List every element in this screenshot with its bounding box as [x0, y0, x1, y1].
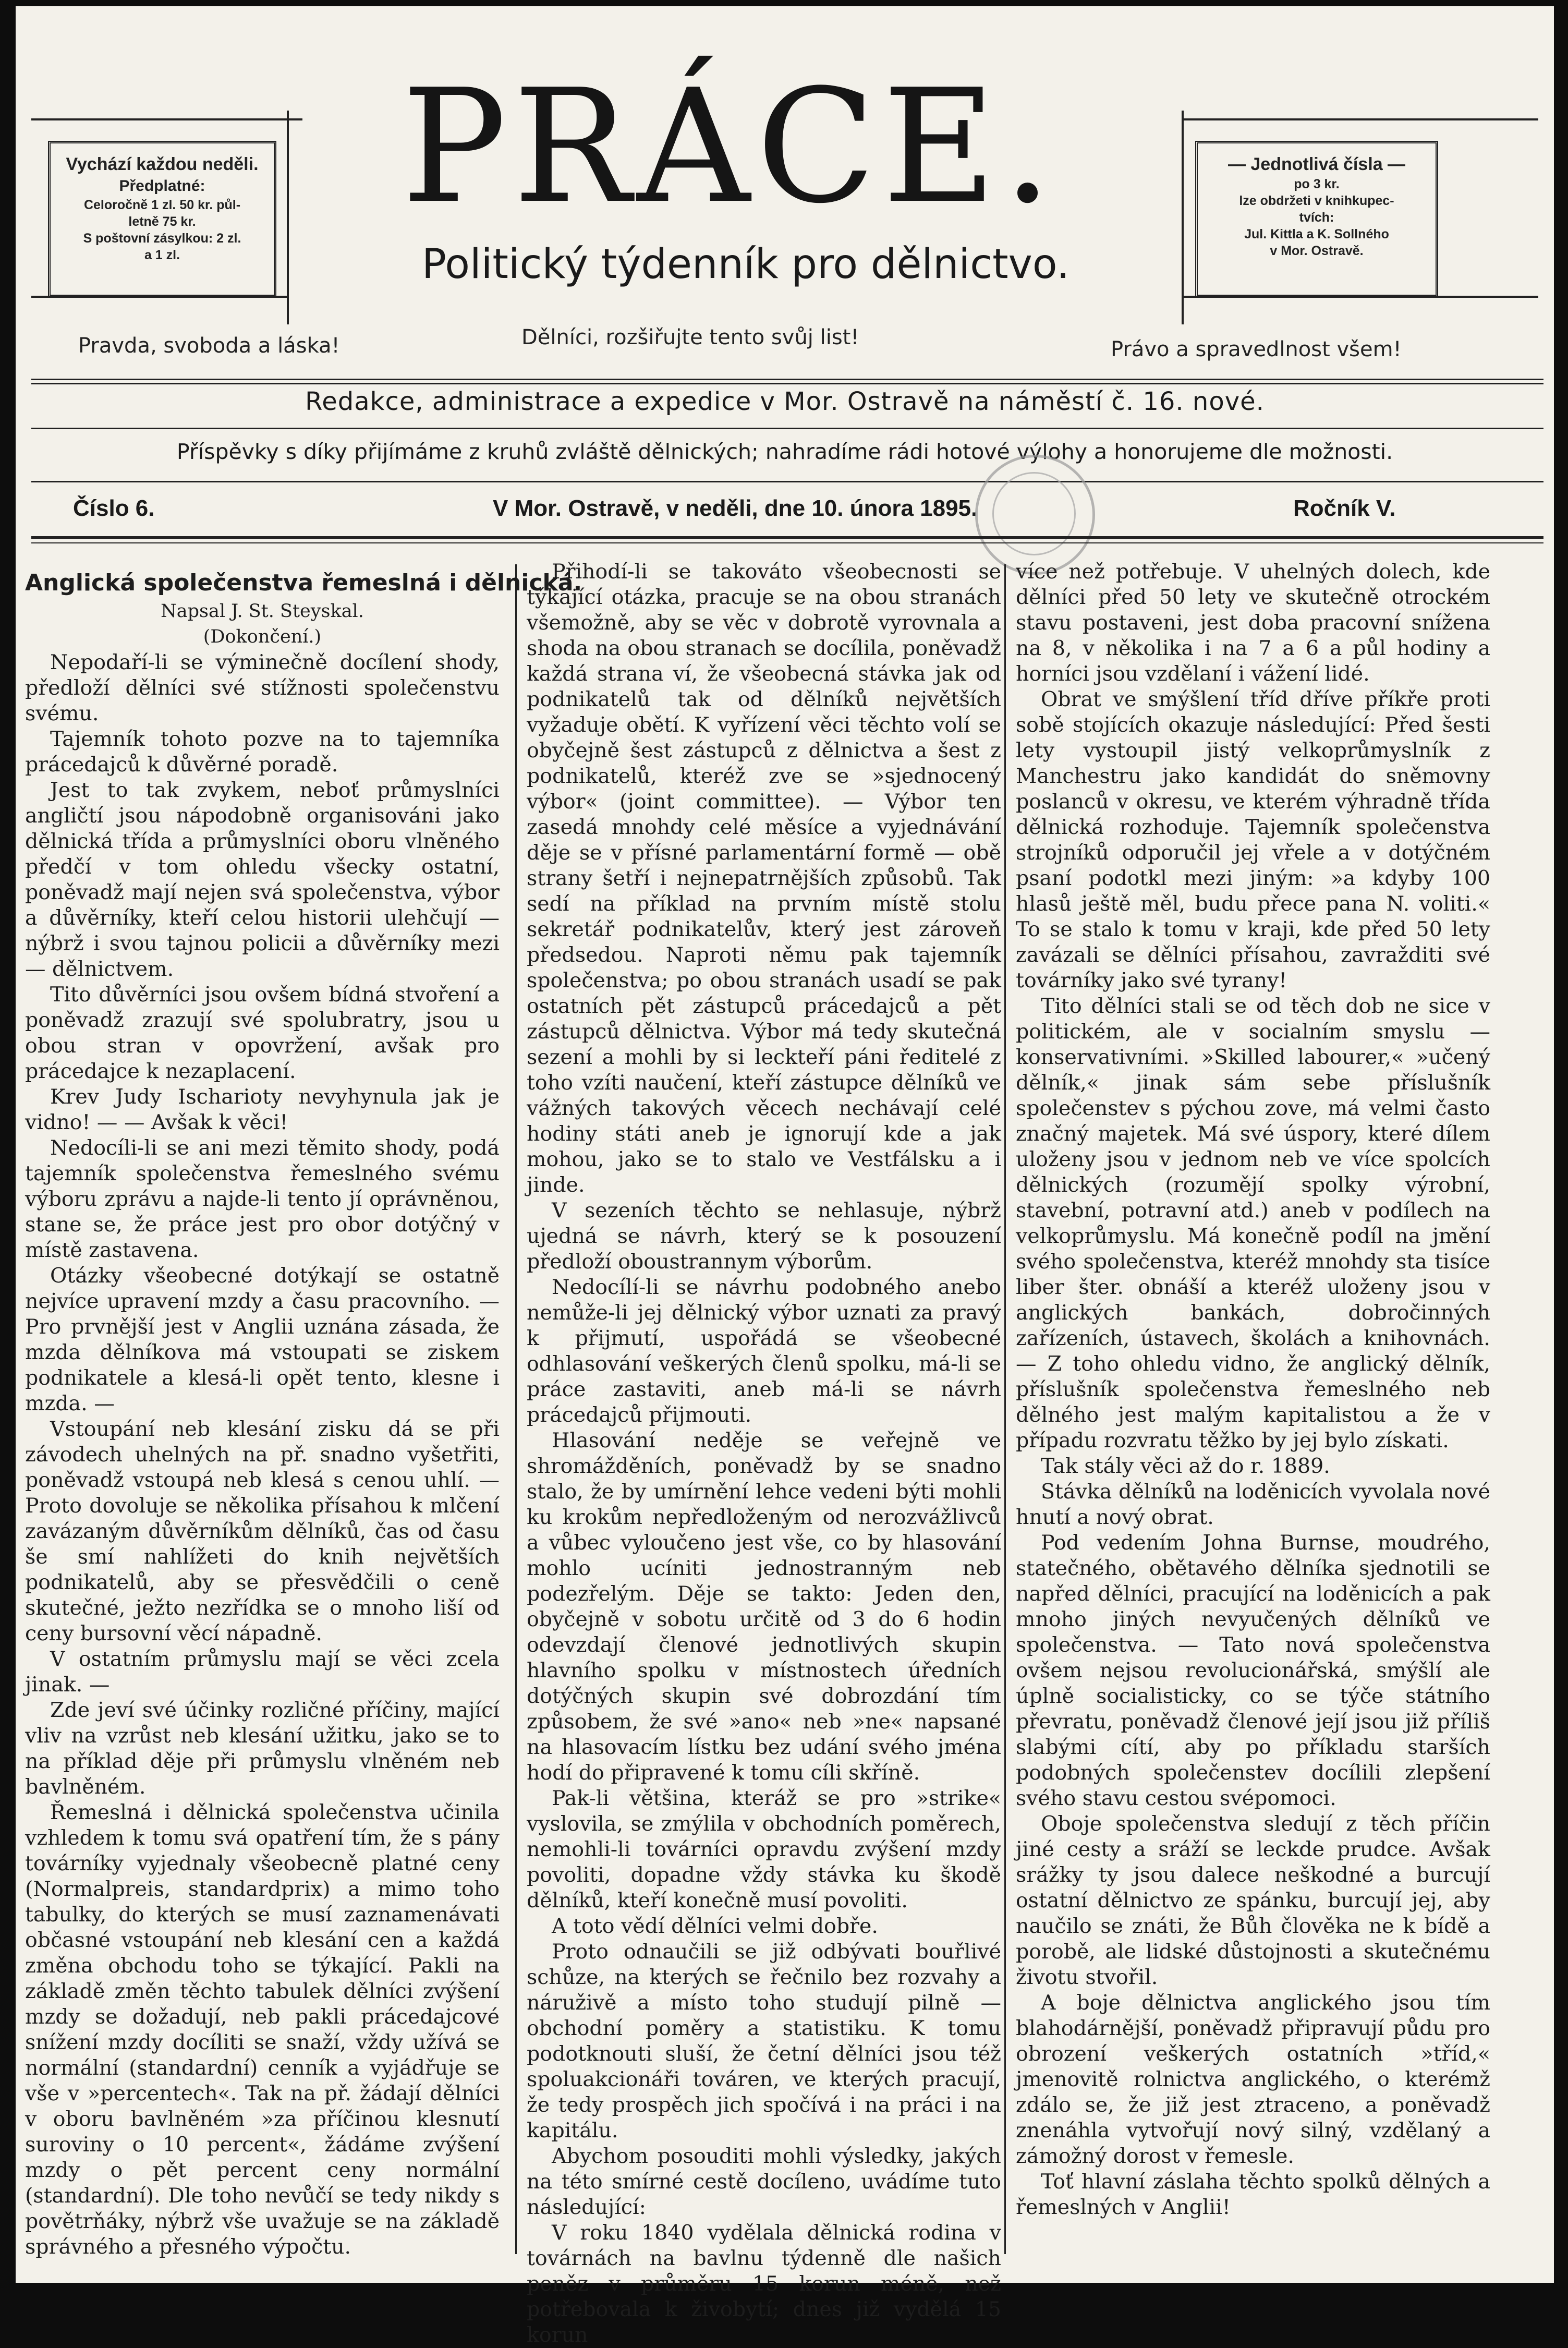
- subscription-line: Vychází každou neděli.: [66, 154, 259, 174]
- masthead-rule: [1184, 296, 1538, 298]
- paragraph: Přihodí-li se takováto všeobecnosti se týkající otázka, pracuje se na obou stranách všemožně, aby se věc v dobrotě vyrovnala a shoda na obou stranach se docílila, poněvadž každá strana ví, že všeobecná stávka jak od podnikatelů tak od dělníků největších vyžaduje obětí. K vyřízení věci těchto volí se obyčejně šest zástupců z dělnictva a šest z podnikatelů, kteréž zve se »sjednocený výbor« (joint committee). — Výbor ten zasedá mnohdy celé měsíce a vyjednávání děje se v přísné parlamentární formě — obě strany šetří i nejnepatrnějších způsobů. Tak sedí na příklad na prvním místě stolu sekretář podnikatelův, který jest zároveň předsedou. Naproti němu pak tajemník společenstva; po obou stranách usadí se pak ostatních pět zástupců prácedajců a pět zástupců dělnictva. Výbor má tedy skutečná sezení a mohli by si leckteří páni ředitelé z toho vzíti naučení, kteří zástupce dělníků ve vážných takových věcech nechávají celé hodiny státi aneb je ignorují kde a jak mohou, jako se to stalo ve Vestfálsku a i jinde.: [527, 560, 1001, 1197]
- article-continued: (Dokončení.): [203, 626, 322, 647]
- masthead-rule: [31, 118, 302, 120]
- issue-date: V Mor. Ostravě, v neděli, dne 10. února 1895.: [493, 495, 978, 521]
- price-line: po 3 kr.: [1294, 177, 1340, 191]
- section-rule: [31, 383, 1543, 384]
- paragraph: Tito dělníci stali se od těch dob ne sice v politickém, ale v socialním smyslu — konservativními. »Skilled labourer,« »učený dělník,« jinak sám sebe příslušník společenstev s pýchou zove, má velmi často značný majetek. Má své úspory, které dílem uloženy jsou v jednom neb ve více spolcích dělnických (rozumějí spolky výrobní, stavební, potravní atd.) aneb v podílech na velkoprůmyslu. Má konečně podíl na jmění svého společenstva, kteréž mnohdy sta tisíce liber šter. obnáší a kteréž uloženy jsou v anglických bankách, dobročinných zařízeních, ústavech, školách a knihovnách. — Z toho ohledu vidno, že anglický dělník, příslušník společenstva řemeslného neb dělného jest malým kapitalistou a že v případu rozvratu těžko by jej bylo získati.: [1016, 994, 1490, 1453]
- motto-left: Pravda, svoboda a láska!: [78, 334, 340, 358]
- subscription-line: S poštovní zásylkou: 2 zl.: [83, 231, 241, 246]
- motto-center: Dělníci, rozšiřujte tento svůj list!: [521, 325, 859, 349]
- paragraph: V ostatním průmyslu mají se věci zcela jinak. —: [25, 1647, 500, 1697]
- price-line: — Jednotlivá čísla —: [1227, 154, 1406, 174]
- paragraph: Hlasování neděje se veřejně ve shromážděních, poněvadž by se snadno stalo, že by umírnění lehce vedeni býti mohli ku krokům nepředloženým od nerozvážlivců a vůbec vyloučeno jest vše, co by hlasování mohlo ucíniti jednostranným neb podezřelým. Děje se takto: Jeden den, obyčejně v sobotu určitě od 3 do 6 hodin odevzdají členové jednotlivých skupin hlavního spolku v místnostech úředních dotýčných skupin své dobrozdání tím způsobem, že své »ano« neb »ne« napsané na hlasovacím lístku bez udání svého jména hodí do připravené k tomu cíli skříně.: [527, 1429, 1001, 1785]
- masthead-rule: [31, 296, 287, 298]
- motto-right: Právo a spravedlnost všem!: [1111, 337, 1402, 361]
- paragraph: Tajemník tohoto pozve na to tajemníka prácedajců k důvěrné poradě.: [25, 727, 500, 777]
- volume-number: Ročník V.: [1293, 495, 1396, 521]
- price-line: tvích:: [1299, 210, 1334, 225]
- paragraph: Řemeslná i dělnická společenstva učinila vzhledem k tomu svá opatření tím, že s pány továrníky vyjednaly všeobecně platné ceny (Normalpreis, standardprix) a mimo toho tabulky, do kterých se musí zaznamenávati občasné vstoupání neb klesání cen a každá změna obchodu toho se týkající. Pakli na základě změn těchto tabulek dělníci zvýšení mzdy se dožadují, neb pakli prácedajcové snížení mzdy docíliti se snaží, vždy užívá se normální (standardní) cenník a vyjádřuje se vše v »percentech«. Tak na př. žádají dělníci v oboru bavlněném »za příčinou klesnutí suroviny o 10 percent«, žádáme zvýšení mzdy o pět percent ceny normální (standardní). Dle toho nevůčí se tedy nikdy s povětrňáky, nýbrž vše uvažuje se na základě správného a přesného výpočtu.: [25, 1800, 500, 2259]
- paragraph: Nedocíli-li se ani mezi těmito shody, podá tajemník společenstva řemeslného svému výboru zprávu a najde-li tento jí oprávněnou, stane se, že práce jest pro obor dotýčný v místě zastavena.: [25, 1136, 500, 1262]
- paragraph: Krev Judy Ischarioty nevyhynula jak je vidno! — — Avšak k věci!: [25, 1085, 500, 1134]
- column-divider: [1004, 564, 1006, 2254]
- article-headline: Anglická společenstva řemeslná i dělnická.: [25, 570, 582, 596]
- paragraph: Stávka dělníků na loděnicích vyvolala nové hnutí a nový obrat.: [1016, 1480, 1490, 1529]
- newspaper-subtitle: Politický týdenník pro dělnictvo.: [422, 241, 1069, 288]
- contributions-note: Příspěvky s díky přijímáme z kruhů zvláště dělnických; nahradíme rádi hotové výlohy a honorujeme dle možnosti.: [176, 439, 1393, 464]
- paragraph: Pak-li většina, kteráž se pro »strike« vyslovila, se zmýlila v obchodních poměrech, nemohli-li továrníci opravdu zvýšení mzdy povoliti, dopadne vždy stávka ku škodě dělníků, kteří konečně musí povoliti.: [527, 1786, 1001, 1913]
- masthead-rule: [1182, 111, 1184, 324]
- article-column-2: [527, 559, 1001, 2347]
- paragraph: více než potřebuje. V uhelných dolech, kde dělníci před 50 lety ve skutečně otrockém stavu postaveni, jest doba pracovní snížena na 8, v několika i na 7 a 6 a půl hodiny a horníci jsou vzdělaní i vážení lidé.: [1016, 560, 1490, 686]
- price-line: v Mor. Ostravě.: [1270, 244, 1364, 258]
- paragraph: Obrat ve smýšlení tříd dříve příkře proti sobě stojících okazuje následující: Před šesti lety vystoupil jistý velkoprůmyslník z Manchestru jako kandidát do sněmovny poslanců v okresu, ve kterém výhradně třída dělnická rozhoduje. Tajemník společenstva strojníků odporučil jej vřele a v dotýčném psaní podotkl mezi jiným: »a kdyby 100 hlasů ještě měl, budu přece pana N. voliti.« To se stalo k tomu v kraji, kde před 50 lety zavázali se dělníci přísahou, zavražditi své továrníky jako své tyrany!: [1016, 687, 1490, 993]
- newspaper-page: [16, 6, 1554, 2347]
- paragraph: Tito důvěrníci jsou ovšem bídná stvoření a poněvadž zrazují své spolubratry, jsou u obou stran v opovržení, avšak pro prácedajce k nezaplacení.: [25, 983, 500, 1083]
- newspaper-title: PRÁCE.: [401, 56, 1059, 238]
- issue-number: Číslo 6.: [73, 495, 155, 521]
- section-rule: [31, 481, 1543, 482]
- paragraph: Pod vedením Johna Burnse, moudrého, statečného, obětavého dělníka sjednotili se napřed dělníci, pracující na loděnicích a pak mnoho jiných nevyučených dělníků ve společenstva. — Tato nová společenstva ovšem nejsou revolucionářská, smýšlí ale úplně socialisticky, co se týče státního převratu, poněvadž členové její jsou již příliš slabými cítí, aby po příkladu starších podobných společenstev docílili zlepšení svého stavu cestou svépomoci.: [1016, 1531, 1490, 1810]
- price-line: lze obdržeti v knihkupec-: [1239, 193, 1394, 208]
- section-rule: [31, 542, 1543, 543]
- subscription-box: [48, 141, 276, 297]
- paragraph: Jest to tak zvykem, neboť průmyslníci angličtí jsou nápodobně organisováni jako dělnická třída a průmyslníci oboru vlněného předčí v tom ohledu všecky ostatní, poněvadž mají nejen svá společenstva, výbor a důvěrníky, kteří celou historii ulehčují — nýbrž i svou tajnou policii a důvěrníky mezi — dělnictvem.: [25, 778, 500, 981]
- paragraph: Oboje společenstva sledují z těch příčin jiné cesty a sráží se leckde prudce. Avšak srážky ty jsou dalece neškodné a burcují ostatní dělnictvo ze spánku, burcují jej, aby naučilo se znáti, že Bůh člověka ne k bídě a porobě, ale lidské důstojnosti a skutečnému životu stvořil.: [1016, 1812, 1490, 1989]
- paragraph: V roku 1840 vydělala dělnická rodina v továrnách na bavlnu týdenně dle našich peněz v průměru 15 korun méně, než potřebovala k živobytí; dnes již vydělá 15 korun: [527, 2221, 1001, 2347]
- subscription-line: Celoročně 1 zl. 50 kr. půl-: [83, 198, 241, 212]
- paragraph: Toť hlavní záslaha těchto spolků dělných a řemeslných v Anglii!: [1016, 2170, 1490, 2219]
- price-line: Jul. Kittla a K. Sollného: [1244, 227, 1389, 241]
- editorial-address: Redakce, administrace a expedice v Mor. Ostravě na náměstí č. 16. nové.: [305, 387, 1265, 416]
- section-rule: [31, 428, 1543, 429]
- paragraph: Tak stály věci až do r. 1889.: [1041, 1454, 1330, 1478]
- section-rule: [31, 536, 1543, 539]
- paragraph: Proto odnaučili se již odbývati bouřlivé schůze, na kterých se řečnilo bez rozvahy a náruživě a místo toho studují pilně — obchodní poměry a statistiku. K tomu podotknouti sluší, že četní dělníci jsou též spoluakcionáři továren, ve kterých pracují, že tedy prospěch jich spočívá i na práci i na kapitálu.: [527, 1940, 1001, 2143]
- column-divider: [515, 564, 517, 2254]
- article-byline: Napsal J. St. Steyskal.: [161, 601, 364, 622]
- masthead-rule: [1184, 118, 1538, 120]
- paragraph: Otázky všeobecné dotýkají se ostatně nejvíce upravení mzdy a času pracovního. — Pro prvnější jest v Anglii uznána zásada, že mzda dělníkova má vstoupati se ziskem podnikatele a klesá-li opět tento, klesne i mzda. —: [25, 1264, 500, 1415]
- subscription-line: Předplatné:: [119, 177, 205, 195]
- masthead-rule: [287, 111, 289, 324]
- paragraph: Abychom posouditi mohli výsledky, jakých na této smírné cestě docíleno, uvádíme tuto následující:: [527, 2144, 1001, 2219]
- paragraph: V sezeních těchto se nehlasuje, nýbrž ujedná se návrh, který se k posouzení předloží oboustrannym výborům.: [527, 1199, 1001, 1274]
- price-box: [1195, 141, 1438, 297]
- paragraph: Vstoupání neb klesání zisku dá se při závodech uhelných na př. snadno vyšetřiti, poněvadž vstoupá neb klesá s cenou uhlí. — Proto dovoluje se několika přísahou k mlčení zavázaným důvěrníkům dělníků, čas od času še smí nahlížeti do knih největších podnikatelů, aby se přesvědčili o ceně skutečné, ježto nezřídka se o mnoho liší od ceny bursovní věcí nápadně.: [25, 1417, 500, 1645]
- library-stamp: [975, 455, 1095, 575]
- article-column-3: [1016, 559, 1490, 2249]
- paragraph: A toto vědí dělníci velmi dobře.: [552, 1914, 878, 1938]
- paragraph: Nedocílí-li se návrhu podobného anebo nemůže-li jej dělnický výbor uznati za pravý k přijmutí, uspořádá se všeobecné odhlasování veškerých členů spolku, má-li se práce zastaviti, aneb má-li se návrh prácedajců přijmouti.: [527, 1275, 1001, 1427]
- paragraph: Zde jeví své účinky rozličné příčiny, mající vliv na vzrůst neb klesání užitku, jako se to na příklad děje při průmyslu vlněném neb bavlněném.: [25, 1698, 500, 1799]
- article-column-1: [25, 564, 582, 2259]
- paragraph: Nepodaří-li se výminečně docílení shody, předloží dělníci své stížnosti společenstvu svému.: [25, 650, 500, 725]
- paragraph: A boje dělnictva anglického jsou tím blahodárnější, poněvadž připravují půdu pro obrození veškerých ostatních »tříd,« jmenovitě rolnictva anglického, o kterémž zdálo se, že již jest ztraceno, a poněvadž znenáhla vytvořují nový silný, vzdělaný a zámožný dorost v řemesle.: [1016, 1991, 1490, 2168]
- subscription-line: a 1 zl.: [144, 248, 180, 262]
- subscription-line: letně 75 kr.: [128, 214, 196, 229]
- section-rule: [31, 379, 1543, 380]
